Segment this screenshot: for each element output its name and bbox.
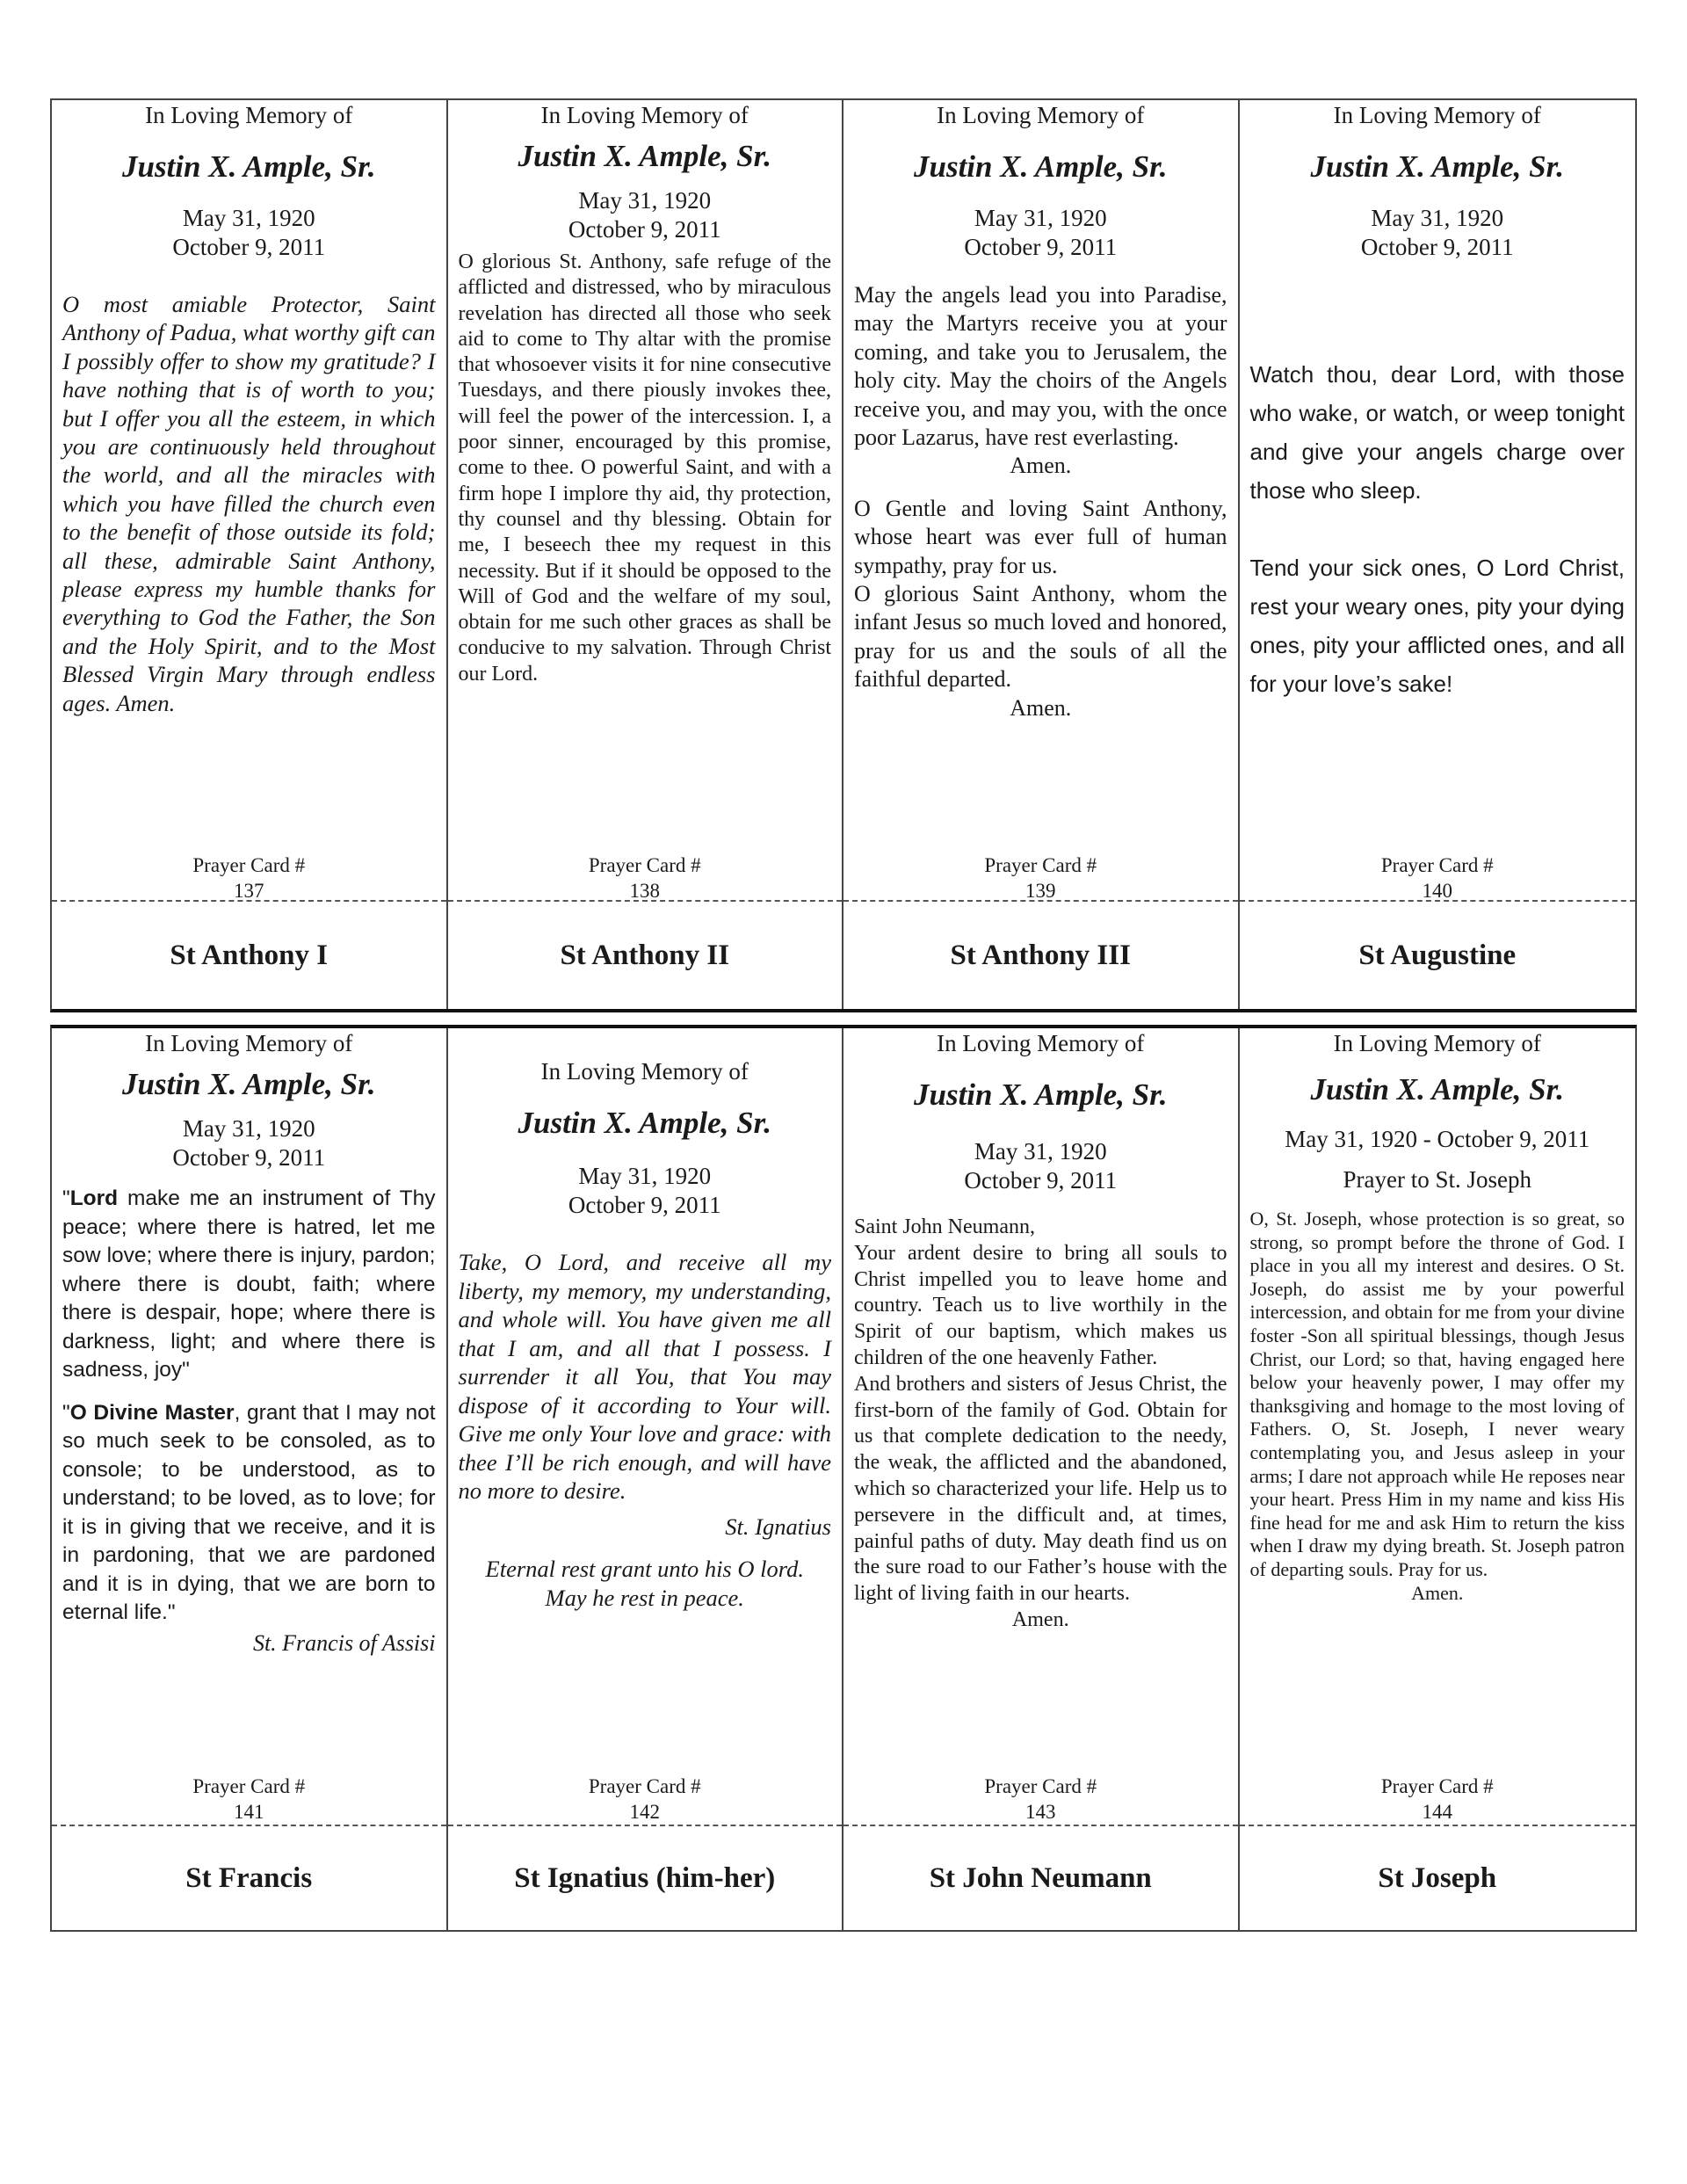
deceased-name: Justin X. Ample, Sr.	[1310, 1072, 1565, 1107]
prayer-text: Watch thou, dear Lord, with those who wake, or watch, or weep tonight and give your angels charge over those who sleep.	[1249, 361, 1625, 504]
prayer-card-141	[52, 1028, 448, 1930]
deceased-name: Justin X. Ample, Sr.	[121, 149, 376, 184]
prayer-text-rest: make me an instrument of Thy peace; where there is hatred, let me sow love; where there is injury, pardon; where there is doubt, faith; where there is despair, hope; where there is darkness, light; and where there is sadness, joy"	[62, 1186, 436, 1382]
prayer-emphasis: Lord	[69, 1186, 119, 1210]
prayer-text: "O Divine Master, grant that I may not so much seek to be consoled, as to console; to be understood, as to understand; to be loved, as to love; for it is in giving that we receive, and it is in pardoning, that we are pardoned and it is in dying, that we are born to eternal life."	[62, 1400, 436, 1624]
salutation: Saint John Neumann,	[854, 1215, 1035, 1238]
death-date: October 9, 2011	[964, 234, 1118, 260]
card-body	[844, 100, 1238, 900]
prayer-emphasis: O Divine Master	[69, 1400, 235, 1425]
attribution: St. Ignatius	[725, 1513, 831, 1540]
prayer-card-142	[448, 1028, 844, 1930]
prayer-text: Tend your sick ones, O Lord Christ, rest your weary ones, pity your dying ones, pity your afflicted ones, and all for your love’s sake!	[1249, 555, 1625, 697]
birth-date: May 31, 1920	[1371, 205, 1504, 231]
card-title: St Joseph	[1378, 1861, 1497, 1894]
memory-label: In Loving Memory of	[937, 1030, 1145, 1056]
card-title: St Anthony I	[170, 939, 329, 971]
prayer-heading: Prayer to St. Joseph	[1343, 1166, 1531, 1193]
card-title: St Francis	[185, 1861, 313, 1894]
prayer-card-139	[844, 100, 1240, 1009]
death-date: October 9, 2011	[568, 216, 721, 243]
prayer-text: Take, O Lord, and receive all my liberty, my memory, my understanding, and whole will. You have given me all that I am, and all that I possess. I surrender it all You, that You may dispose of it according to Your will. Give me only Your love and grace: with thee I’ll be rich enough, and will have no more to desire.	[458, 1249, 831, 1504]
prayer-text: And brothers and sisters of Jesus Christ, the first-born of the family of God. Obtain for us that complete dedication to the needy, the weak, the afflicted and the abandoned, which so characterized your life. Help us to persevere in the difficult and, at times, painful paths of duty. May death find us on the sure road to our Father’s house with the light of living faith in our hearts.	[854, 1372, 1227, 1606]
prayer-card-number: 144	[1422, 1801, 1452, 1823]
prayer-text: O, St. Joseph, whose protection is so great, so strong, so prompt before the throne of God. I place in you all my interest and desires. O St. Joseph, do assist me by your powerful intercession, and obtain for me from your divine foster -Son all spiritual blessings, though Jesus Christ, our Lord; so that, having engaged here below your heavenly power, I may offer my thanksgiving and homage to the most loving of Fathers. O, St. Joseph, I never weary contemplating you, and Jesus asleep in your arms; I dare not approach while He reposes near your heart. Press Him in my name and kiss His fine head for me and ask Him to return the kiss when I draw my dying breath. St. Joseph patron of departing souls. Pray for us.	[1249, 1208, 1625, 1580]
prayer-text: May the angels lead you into Paradise, may the Martyrs receive you at your coming, and take you to Jerusalem, the holy city. May the choirs of the Angels receive you, and may you, with the once poor Lazarus, have rest everlasting.	[854, 282, 1227, 451]
card-body	[448, 100, 843, 900]
amen-text: Amen.	[1411, 1581, 1464, 1604]
prayer-card-sheet	[50, 98, 1637, 1932]
prayer-text: Your ardent desire to bring all souls to Christ impelled you to leave home and country. Teach us to live worthily in the Spirit of our baptism, which makes us children of the one heavenly Father.	[854, 1241, 1227, 1369]
death-date: October 9, 2011	[172, 234, 326, 260]
prayer-card-number: 140	[1422, 880, 1452, 902]
amen-text: Amen.	[1010, 453, 1072, 479]
closing-line: Eternal rest grant unto his O lord.	[485, 1556, 804, 1582]
card-body	[1240, 1028, 1636, 1825]
prayer-card-143	[844, 1028, 1240, 1930]
deceased-name: Justin X. Ample, Sr.	[913, 1077, 1168, 1112]
death-date: October 9, 2011	[964, 1167, 1118, 1194]
card-title: St Anthony II	[560, 939, 730, 971]
prayer-card-label: Prayer Card #	[192, 1775, 306, 1797]
card-body	[52, 1028, 446, 1825]
prayer-card-label: Prayer Card #	[984, 1775, 1097, 1797]
birth-date: May 31, 1920	[182, 1115, 315, 1142]
prayer-text: O glorious St. Anthony, safe refuge of the afflicted and distressed, who by miraculous revelation has directed all those who seek aid to come to Thy altar with the promise that whosoever visits it for nine consecutive Tuesdays, and there piously invokes thee, will feel the power of the intercession. I, a poor sinner, encouraged by this promise, come to thee. O powerful Saint, and with a firm hope I implore thy aid, thy protection, thy counsel and thy blessing. Obtain for me, I beseech thee my request in this necessity. But if it should be opposed to the Will of God and the welfare of my soul, obtain for me such other graces as shall be conducive to my salvation. Through Christ our Lord.	[458, 250, 831, 686]
death-date: October 9, 2011	[1360, 234, 1514, 260]
amen-text: Amen.	[1010, 694, 1072, 721]
card-body	[52, 100, 446, 900]
deceased-name: Justin X. Ample, Sr.	[913, 149, 1168, 184]
card-body	[1240, 100, 1636, 900]
card-title: St Anthony III	[950, 939, 1131, 971]
prayer-card-number: 138	[629, 880, 660, 902]
prayer-text: "Lord make me an instrument of Thy peace; where there is hatred, let me sow love; where there is injury, pardon; where there is doubt, faith; where there is despair, hope; where there is darkness, light; and where there is sadness, joy"	[62, 1186, 436, 1382]
card-title: St John Neumann	[929, 1861, 1152, 1894]
closing-line: May he rest in peace.	[545, 1584, 744, 1611]
birth-date: May 31, 1920	[182, 205, 315, 231]
prayer-card-number: 143	[1025, 1801, 1056, 1823]
prayer-card-label: Prayer Card #	[984, 854, 1097, 876]
death-date: October 9, 2011	[568, 1192, 721, 1218]
prayer-card-140	[1240, 100, 1636, 1009]
prayer-card-label: Prayer Card #	[1380, 854, 1494, 876]
prayer-card-number: 141	[234, 1801, 264, 1823]
card-row-top	[50, 98, 1637, 1012]
card-body	[448, 1028, 843, 1825]
death-date: October 9, 2011	[172, 1144, 326, 1171]
prayer-text: O glorious Saint Anthony, whom the infant Jesus so much loved and honored, pray for us and the souls of all the faithful departed.	[854, 581, 1227, 693]
memory-label: In Loving Memory of	[145, 1030, 353, 1056]
memory-label: In Loving Memory of	[540, 1058, 749, 1085]
birth-date: May 31, 1920	[578, 187, 712, 214]
prayer-text-rest: , grant that I may not so much seek to be consoled, as to console; to be understood, as to understand; to be loved, as to love; for it is in giving that we receive, and it is in pardoning, that we are pardoned and it is in dying, that we are born to eternal life."	[62, 1400, 436, 1624]
attribution: St. Francis of Assisi	[252, 1629, 436, 1656]
prayer-text: O Gentle and loving Saint Anthony, whose heart was ever full of human sympathy, pray for us.	[854, 495, 1227, 578]
date-line: May 31, 1920 - October 9, 2011	[1285, 1126, 1590, 1152]
birth-date: May 31, 1920	[578, 1163, 712, 1189]
prayer-text: O most amiable Protector, Saint Anthony of Padua, what worthy gift can I possibly offer to show my gratitude? I have nothing that is of worth to you; but I offer you all the esteem, in which you are continuously held throughout the world, and all the miracles with which you have filled the church even to the benefit of those outside its fold; all these, admirable Saint Anthony, please express my humble thanks for everything to God the Father, the Son and the Holy Spirit, and to the Most Blessed Virgin Mary through endless ages. Amen.	[62, 291, 436, 716]
prayer-card-138	[448, 100, 844, 1009]
birth-date: May 31, 1920	[974, 205, 1107, 231]
card-body	[844, 1028, 1238, 1825]
prayer-card-number: 137	[234, 880, 264, 902]
card-title: St Augustine	[1358, 939, 1517, 971]
prayer-card-label: Prayer Card #	[1380, 1775, 1494, 1797]
card-title: St Ignatius (him-her)	[514, 1861, 776, 1894]
prayer-card-144	[1240, 1028, 1636, 1930]
deceased-name: Justin X. Ample, Sr.	[121, 1067, 376, 1101]
prayer-card-number: 142	[629, 1801, 660, 1823]
prayer-card-label: Prayer Card #	[192, 854, 306, 876]
card-row-bottom	[50, 1025, 1637, 1932]
deceased-name: Justin X. Ample, Sr.	[1310, 149, 1565, 184]
prayer-card-number: 139	[1025, 880, 1056, 902]
deceased-name: Justin X. Ample, Sr.	[518, 1106, 772, 1140]
amen-text: Amen.	[1011, 1607, 1069, 1631]
prayer-card-137	[52, 100, 448, 1009]
memory-label: In Loving Memory of	[540, 102, 749, 128]
birth-date: May 31, 1920	[974, 1138, 1107, 1165]
memory-label: In Loving Memory of	[937, 102, 1145, 128]
memory-label: In Loving Memory of	[145, 102, 353, 128]
memory-label: In Loving Memory of	[1333, 1030, 1541, 1056]
deceased-name: Justin X. Ample, Sr.	[518, 139, 772, 173]
prayer-card-label: Prayer Card #	[588, 854, 701, 876]
prayer-card-label: Prayer Card #	[588, 1775, 701, 1797]
memory-label: In Loving Memory of	[1333, 102, 1541, 128]
